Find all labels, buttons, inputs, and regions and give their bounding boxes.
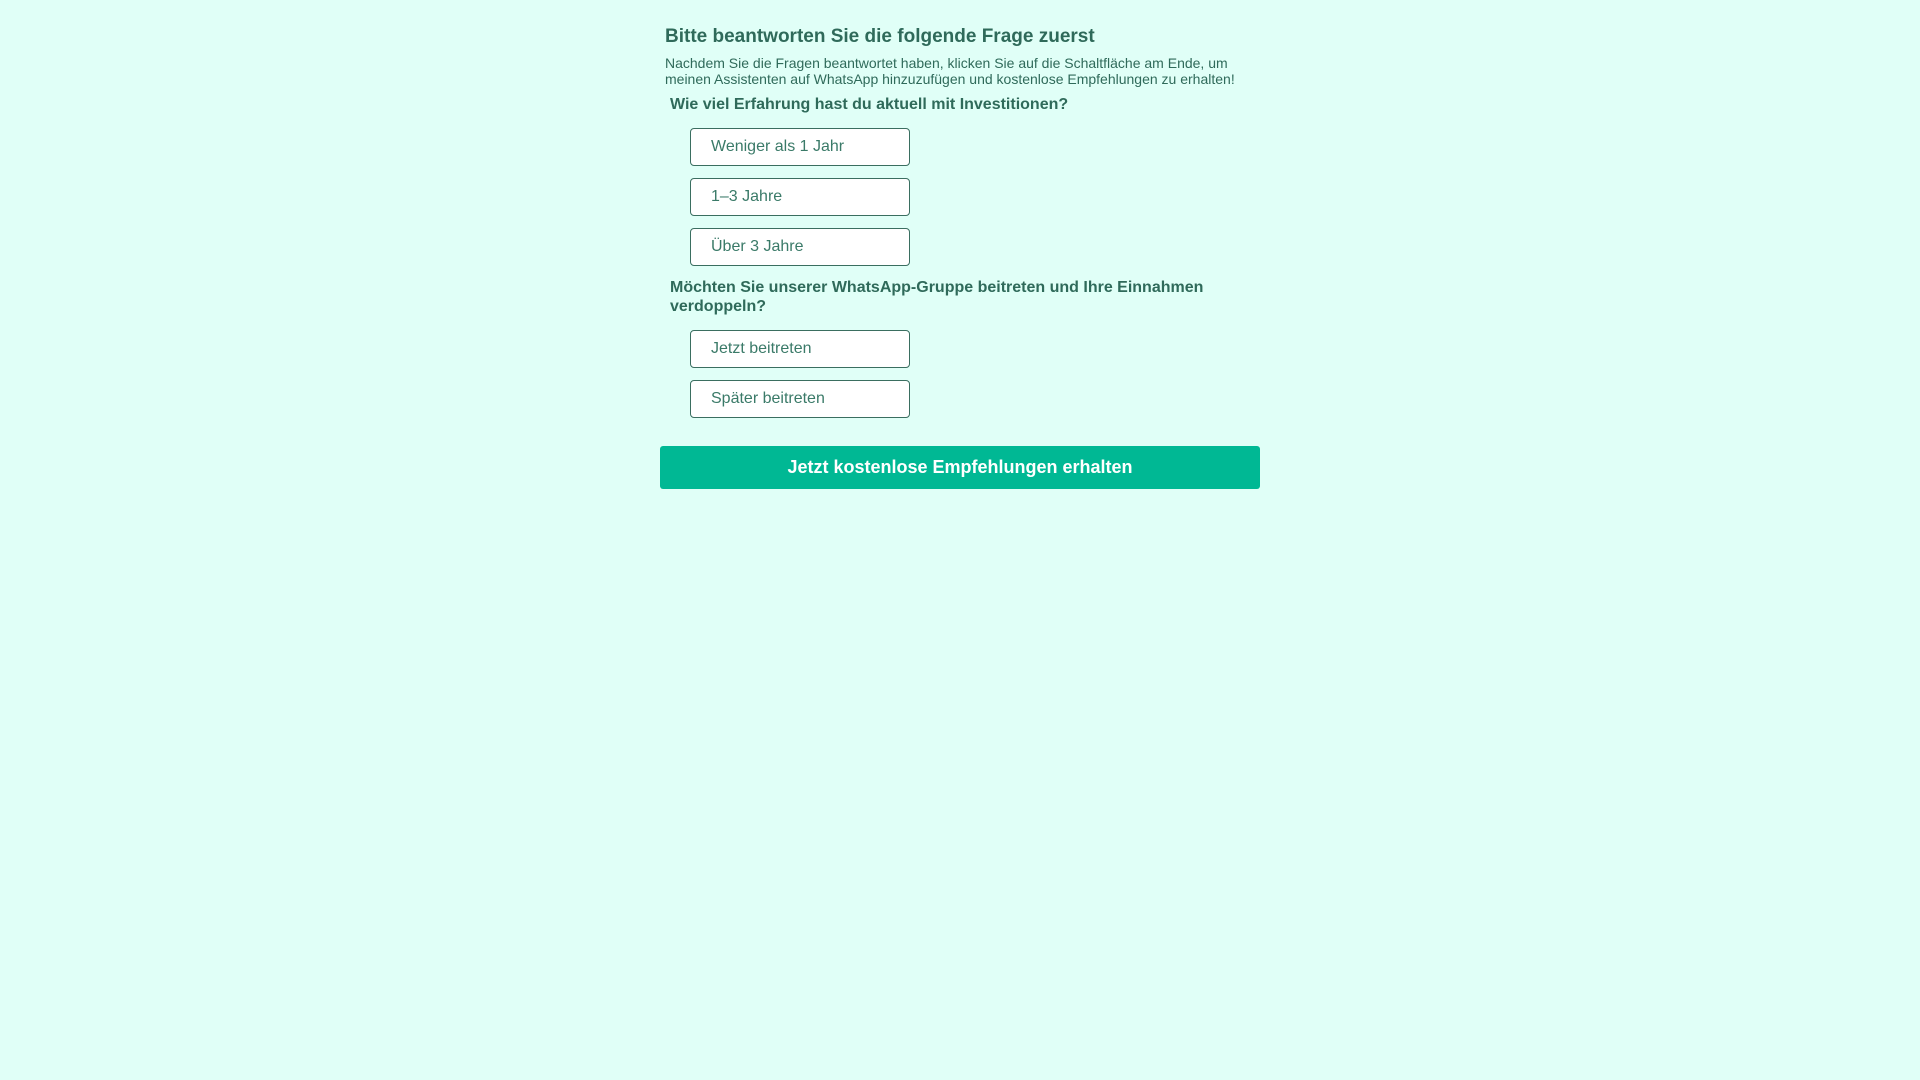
option-join-now[interactable]: Jetzt beitreten bbox=[690, 330, 910, 368]
page-description: Nachdem Sie die Fragen beantwortet haben, klicken Sie auf die Schaltfläche am Ende, um meinen Assistenten auf WhatsApp hinzuzufügen und kostenlose Empfehlungen zu erhalten! bbox=[665, 55, 1235, 87]
page-title: Bitte beantworten Sie die folgende Frage zuerst bbox=[665, 26, 1095, 47]
option-less-than-1-year[interactable]: Weniger als 1 Jahr bbox=[690, 128, 910, 166]
get-recommendations-button[interactable]: Jetzt kostenlose Empfehlungen erhalten bbox=[660, 446, 1260, 489]
option-1-3-years[interactable]: 1–3 Jahre bbox=[690, 178, 910, 216]
question-experience: Wie viel Erfahrung hast du aktuell mit Investitionen? bbox=[670, 96, 1069, 113]
options-experience bbox=[690, 128, 1260, 266]
quiz-container bbox=[660, 0, 1260, 489]
options-whatsapp-group bbox=[690, 330, 1260, 418]
option-over-3-years[interactable]: Über 3 Jahre bbox=[690, 228, 910, 266]
question-whatsapp-group: Möchten Sie unserer WhatsApp-Gruppe beitreten und Ihre Einnahmen verdoppeln? bbox=[670, 279, 1204, 315]
option-join-later[interactable]: Später beitreten bbox=[690, 380, 910, 418]
